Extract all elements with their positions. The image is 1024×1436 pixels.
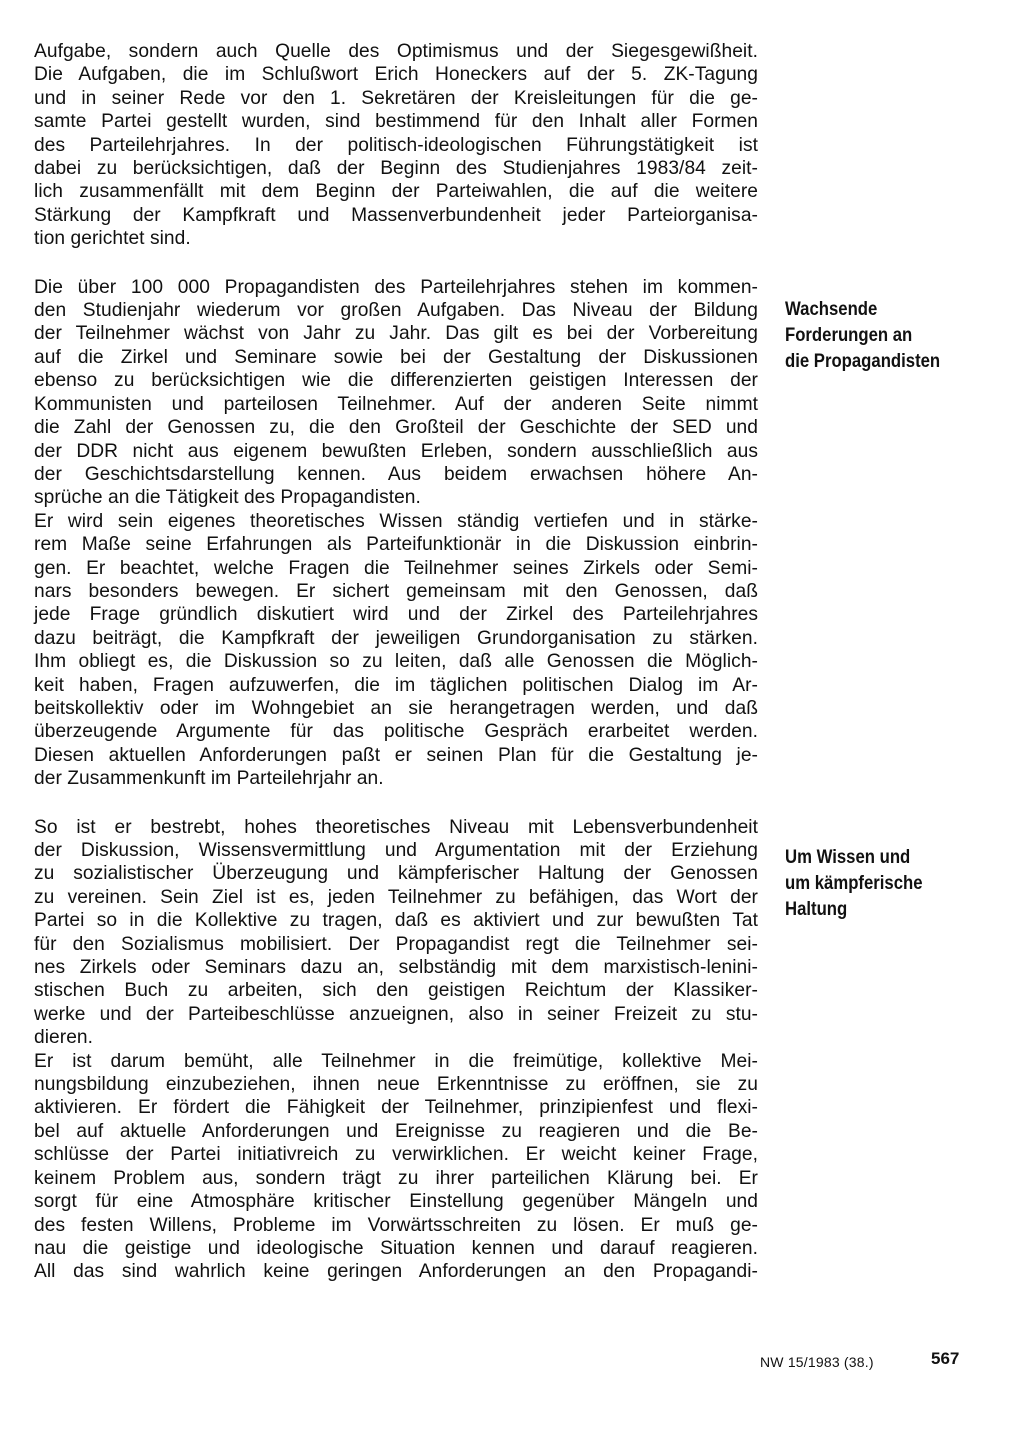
text-line: stischen Buch zu arbeiten, sich den geistigen Reichtum der Klassiker- [34, 980, 758, 1002]
margin-heading-2 [785, 845, 961, 923]
text-line: der Zusammenkunft im Parteilehrjahr an. [34, 768, 384, 790]
text-line: für den Sozialismus mobilisiert. Der Propagandist regt die Teilnehmer sei- [34, 933, 758, 955]
margin-heading-line: Forderungen an [785, 325, 913, 346]
text-line: bel auf aktuelle Anforderungen und Ereignisse zu reagieren und die Be- [34, 1120, 758, 1142]
text-line: sorgt für eine Atmosphäre kritischer Einstellung gegenüber Mängeln und [34, 1191, 758, 1213]
text-line: rem Maße seine Erfahrungen als Parteifunktionär in die Diskussion einbrin- [34, 534, 758, 556]
text-line: keinem Problem aus, sondern trägt zu ihrer parteilichen Klärung bei. Er [34, 1167, 758, 1189]
text-line: nars besonders bewegen. Er sichert gemeinsam mit den Genossen, daß [34, 580, 758, 602]
margin-heading-line: um kämpferische [785, 873, 923, 894]
text-line: aktivieren. Er fördert die Fähigkeit der Teilnehmer, prinzipienfest und flexi- [34, 1097, 758, 1119]
text-line: jede Frage gründlich diskutiert wird und der Zirkel des Parteilehrjahres [34, 604, 758, 626]
paragraph-2 [34, 276, 758, 510]
text-line: Die über 100 000 Propagandisten des Parteilehrjahres stehen im kommen- [34, 276, 758, 298]
text-line: zu sozialistischer Überzeugung und kämpferischer Haltung der Genossen [34, 863, 758, 885]
text-line: keit haben, Fragen aufzuwerfen, die im täglichen politischen Dialog im Ar- [34, 674, 758, 696]
text-line: der Geschichtsdarstellung kennen. Aus beidem erwachsen höhere An- [34, 463, 758, 485]
text-line: Partei so in die Kollektive zu tragen, daß es aktiviert und zur bewußten Tat [34, 910, 758, 932]
paragraph-1 [34, 40, 758, 251]
text-line: samte Partei gestellt wurden, sind bestimmend für den Inhalt aller Formen [34, 111, 758, 133]
text-line: dieren. [34, 1027, 94, 1049]
text-line: der Diskussion, Wissensvermittlung und Argumentation mit der Erziehung [34, 840, 758, 861]
text-line: die Zahl der Genossen zu, die den Großteil der Geschichte der SED und [34, 417, 758, 439]
text-line: nes Zirkels oder Seminars dazu an, selbständig mit dem marxistisch-lenini- [34, 957, 758, 979]
text-line: der Teilnehmer wächst von Jahr zu Jahr. Das gilt es bei der Vorbereitung [34, 323, 758, 345]
text-line: den Studienjahr wiederum vor großen Aufgaben. Das Niveau der Bildung [34, 300, 758, 322]
text-line: Ihm obliegt es, die Diskussion so zu leiten, daß alle Genossen die Möglich- [34, 651, 758, 673]
text-line: sprüche an die Tätigkeit des Propagandisten. [34, 487, 421, 509]
text-line: überzeugende Argumente für das politische Gespräch erarbeitet werden. [34, 721, 758, 743]
text-line: Stärkung der Kampfkraft und Massenverbundenheit jeder Parteiorganisa- [34, 204, 758, 226]
margin-heading-line: Um Wissen und [785, 847, 911, 868]
text-line: dabei zu berücksichtigen, daß der Beginn des Studienjahres 1983/84 zeit- [34, 158, 758, 180]
text-line: auf die Zirkel und Seminare sowie bei der Gestaltung der Diskussionen [34, 346, 758, 368]
text-line: der DDR nicht aus eigenem bewußten Erleben, sondern ausschließlich aus [34, 440, 758, 462]
margin-heading-line: die Propagandisten [785, 351, 941, 372]
text-line: dazu beiträgt, die Kampfkraft der jeweiligen Grundorganisation zu stärken. [34, 627, 758, 649]
text-line: gen. Er beachtet, welche Fragen die Teilnehmer seines Zirkels oder Semi- [34, 557, 758, 579]
text-line: werke und der Parteibeschlüsse anzueignen, also in seiner Freizeit zu stu- [34, 1003, 758, 1025]
text-line: zu vereinen. Sein Ziel ist es, jeden Teilnehmer zu befähigen, das Wort der [34, 886, 758, 908]
journal-reference: NW 15/1983 (38.) [760, 1354, 874, 1370]
text-line: So ist er bestrebt, hohes theoretisches Niveau mit Lebensverbundenheit [34, 816, 758, 838]
text-line: des festen Willens, Probleme im Vorwärtsschreiten zu lösen. Er muß ge- [34, 1214, 758, 1236]
text-line: Diesen aktuellen Anforderungen paßt er seinen Plan für die Gestaltung je- [34, 744, 758, 766]
main-text-column [34, 40, 758, 1284]
margin-heading-1 [785, 297, 961, 375]
margin-heading-line: Wachsende [785, 299, 878, 320]
text-line: Aufgabe, sondern auch Quelle des Optimismus und der Siegesgewißheit. [34, 41, 758, 62]
text-line: All das sind wahrlich keine geringen Anforderungen an den Propagandi- [34, 1261, 758, 1283]
text-line: lich zusammenfällt mit dem Beginn der Parteiwahlen, die auf die weitere [34, 181, 758, 203]
paragraph-3 [34, 510, 758, 791]
text-line: nau die geistige und ideologische Situation kennen und darauf reagieren. [34, 1237, 758, 1259]
text-line: Kommunisten und parteilosen Teilnehmer. Auf der anderen Seite nimmt [34, 393, 758, 415]
page-number: 567 [931, 1349, 960, 1368]
text-line: Er wird sein eigenes theoretisches Wissen ständig vertiefen und in stärke- [34, 510, 758, 532]
margin-heading-line: Haltung [785, 899, 848, 920]
text-line: nungsbildung einzubeziehen, ihnen neue Erkenntnisse zu eröffnen, sie zu [34, 1074, 758, 1096]
text-line: Er ist darum bemüht, alle Teilnehmer in die freimütige, kollektive Mei- [34, 1050, 758, 1072]
text-line: tion gerichtet sind. [34, 228, 191, 250]
text-line: schlüsse der Partei initiativreich zu verwirklichen. Er weicht keiner Frage, [34, 1144, 758, 1166]
paragraph-5 [34, 1050, 758, 1284]
paragraph-4 [34, 816, 758, 1050]
text-line: des Parteilehrjahres. In der politisch-ideologischen Führungstätigkeit ist [34, 134, 758, 156]
text-line: ebenso zu berücksichtigen wie die differenzierten geistigen Interessen der [34, 370, 758, 392]
text-line: beitskollektiv oder im Wohngebiet an sie herangetragen werden, und daß [34, 697, 758, 719]
text-line: Die Aufgaben, die im Schlußwort Erich Honeckers auf der 5. ZK-Tagung [34, 64, 758, 86]
text-line: und in seiner Rede vor den 1. Sekretären der Kreisleitungen für die ge- [34, 87, 758, 109]
